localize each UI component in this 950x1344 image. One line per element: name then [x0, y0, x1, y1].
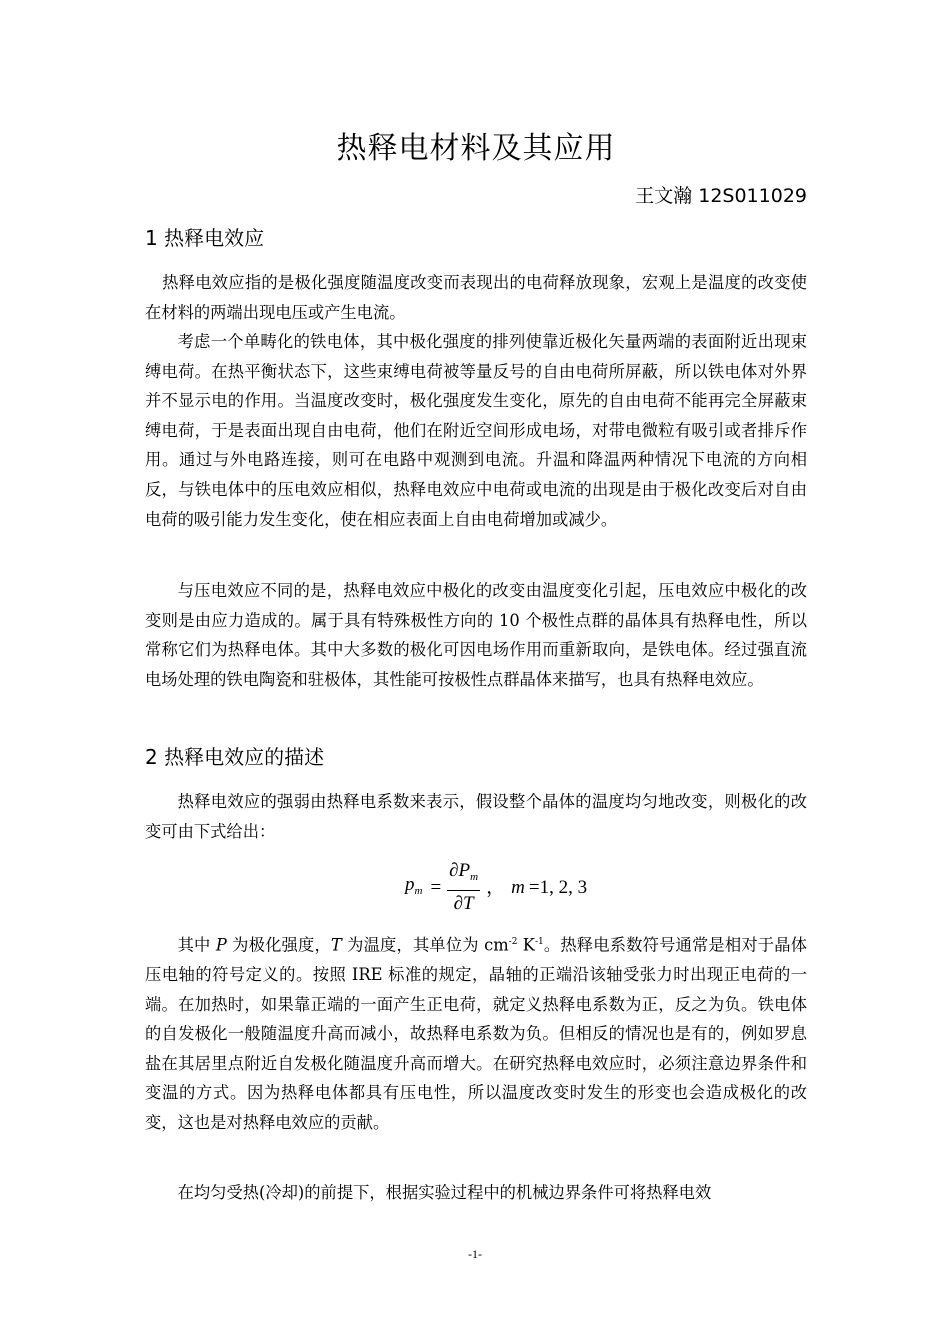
formula-numerator: $\partial P_m$	[447, 858, 480, 891]
formula-equals: =	[430, 876, 442, 898]
document-title: 热释电材料及其应用	[336, 131, 616, 166]
section-1-paragraph-1: 热释电效应指的是极化强度随温度改变而表现出的电荷释放现象，宏观上是温度的改变使在材料的两端出现电压或产生电流。	[145, 273, 807, 322]
section-1-paragraph-3: 与压电效应不同的是，热释电效应中极化的改变由温度变化引起，压电效应中极化的改变则是由应力造成的。属于具有特殊极性方向的 10 个极性点群的晶体具有热释电性，所以常称它们为热释电体。其中大多数的极化可因电场作用而重新取向，是铁电体。经过强直流电场处理的铁电陶瓷和驻极体，其性能可按极性点群晶体来描写，也具有热释电效应。	[145, 581, 807, 689]
section-2-paragraph-1: 其中 P 为极化强度，T 为温度，其单位为 $cm^{-2}$ $K^{-1}$。热释电系数符号通常是相对于晶体压电轴的符号定义的。按照 IRE 标准的规定，晶轴的正端沿该轴受张力时出现正电荷的一端。在加热时，如果靠正端的一面产生正电荷，就定义热释电系数为正，反之为负。铁电体的自发极化一般随温度升高而减小，故热释电系数为负。但相反的情况也是有的，例如罗息盐在其居里点附近自发极化随温度升高而增大。在研究热释电效应时，必须注意边界条件和变温的方式。因为热释电体都具有压电性，所以温度改变时发生的形变也会造成极化的改变，这也是对热释电效应的贡献。	[145, 935, 807, 1132]
pyroelectric-coefficient-formula	[405, 858, 587, 917]
section-2-heading: 2 热释电效应的描述	[145, 745, 325, 769]
formula-lhs: $p_m$	[405, 873, 423, 897]
section-2-paragraph-2: 在均匀受热(冷却)的前提下，根据实验过程中的机械边界条件可将热释电效	[177, 1183, 712, 1202]
page-number: -1-	[468, 1247, 482, 1261]
section-2-intro: 热释电效应的强弱由热释电系数来表示，假设整个晶体的温度均匀地改变，则极化的改变可由下式给出：	[145, 792, 807, 841]
formula-denominator: ∂T	[453, 893, 474, 914]
formula-fraction	[447, 858, 480, 917]
formula-index-values: =1, 2, 3	[528, 876, 588, 898]
section-1-heading: 1 热释电效应	[145, 226, 265, 250]
formula-comma: ，	[486, 876, 506, 898]
section-1-paragraph-2: 考虑一个单畴化的铁电体，其中极化强度的排列使靠近极化矢量两端的表面附近出现束缚电荷。在热平衡状态下，这些束缚电荷被等量反号的自由电荷所屏蔽，所以铁电体对外界并不显示电的作用。当温度改变时，极化强度发生变化，原先的自由电荷不能再完全屏蔽束缚电荷，于是表面出现自由电荷，他们在附近空间形成电场，对带电微粒有吸引或者排斥作用。通过与外电路连接，则可在电路中观测到电流。升温和降温两种情况下电流的方向相反，与铁电体中的压电效应相似，热释电效应中电荷或电流的出现是由于极化改变后对自由电荷的吸引能力发生变化，使在相应表面上自由电荷增加或减少。	[145, 332, 807, 529]
formula-index-var: m	[511, 876, 525, 898]
author-line: 王文瀚 12S011029	[635, 185, 807, 207]
